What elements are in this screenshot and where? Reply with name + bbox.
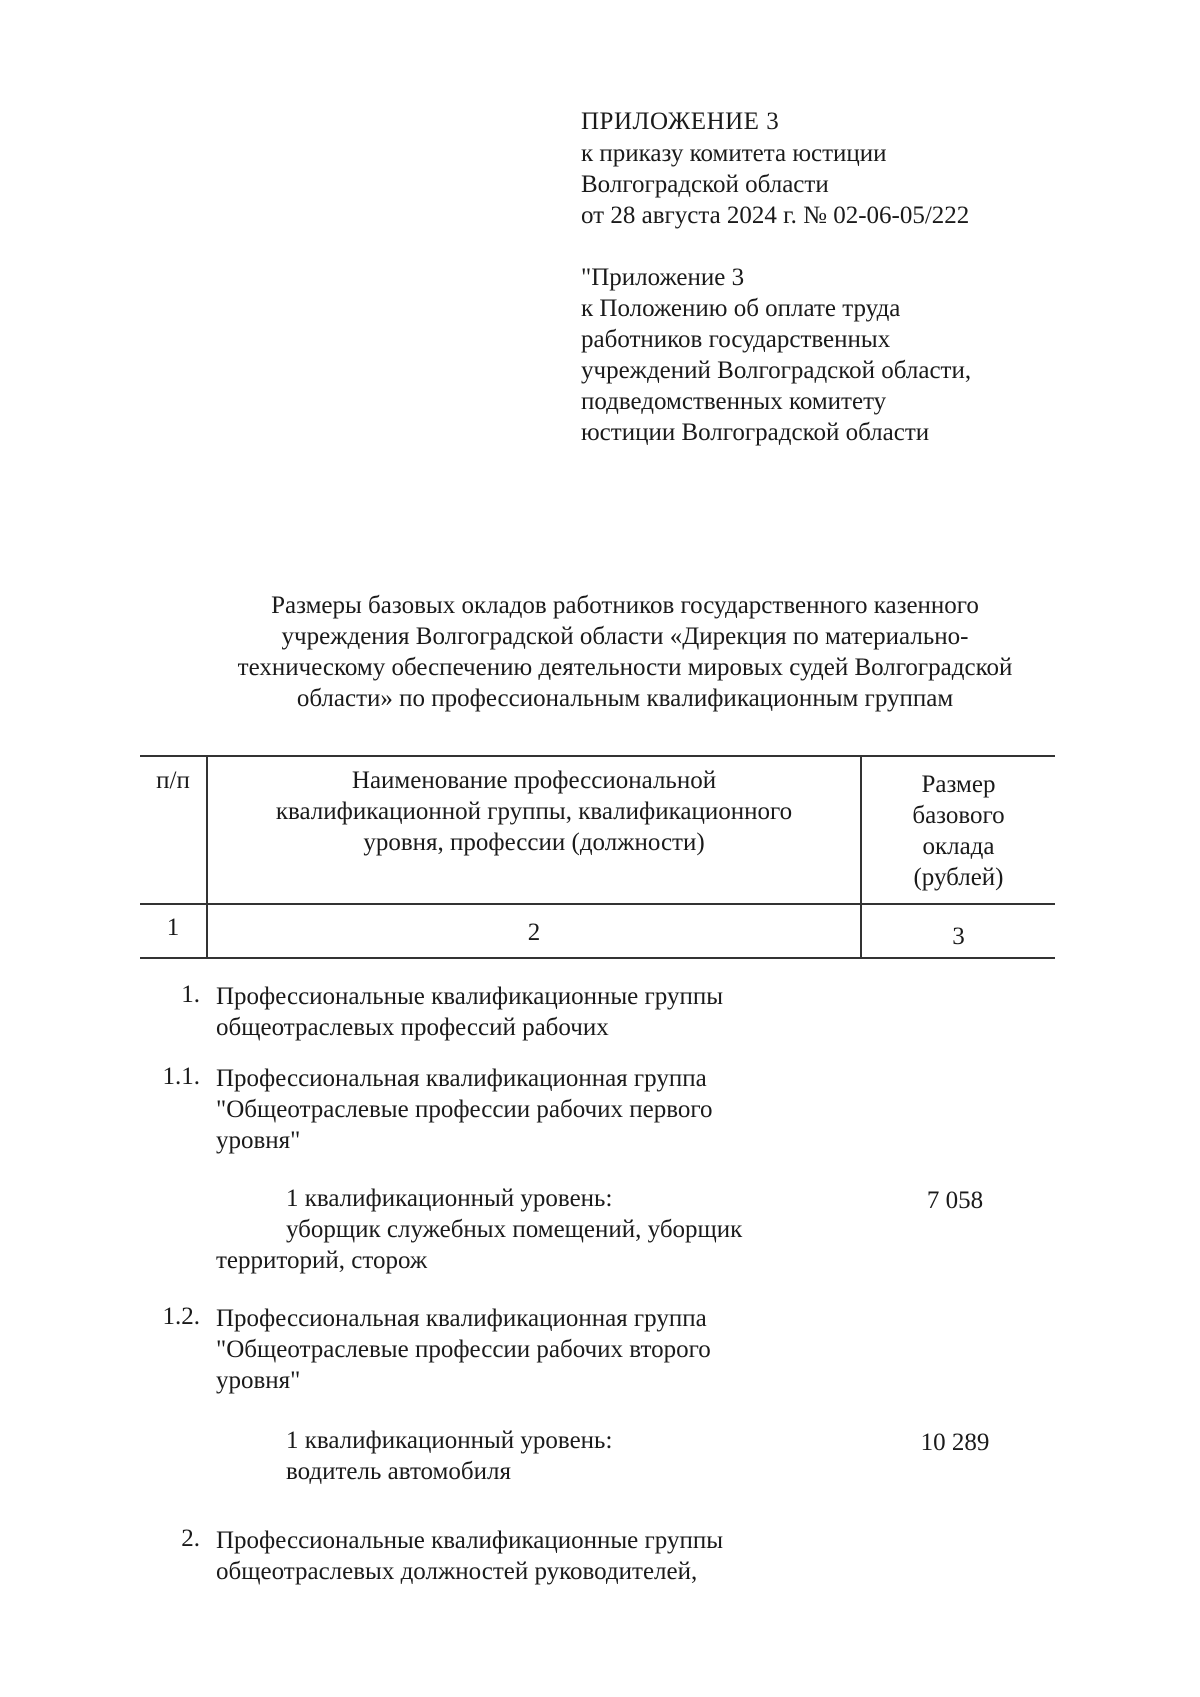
header-bottom-border: [140, 903, 1055, 905]
row-line: уборщик служебных помещений, уборщик: [286, 1216, 743, 1243]
title-line: техническому обеспечению деятельности мировых судей Волгоградской: [237, 654, 1013, 681]
row-line: Профессиональная квалификационная группа: [216, 1065, 707, 1092]
row-text: [216, 1425, 816, 1487]
col-header-line: Наименование профессиональной: [351, 767, 717, 794]
col-header-line: уровня, профессии (должности): [363, 829, 705, 856]
row-line: общеотраслевых профессий рабочих: [216, 1014, 609, 1041]
appendix-title: ПРИЛОЖЕНИЕ 3: [581, 108, 780, 135]
row-line: 1 квалификационный уровень:: [286, 1185, 613, 1212]
row-line: уровня": [216, 1127, 301, 1154]
row-number: 1.1.: [162, 1063, 200, 1090]
col-header-line: Размер: [921, 771, 996, 798]
row-text: [216, 1183, 816, 1276]
col-number-2: 2: [527, 919, 541, 946]
quote-line: работников государственных: [581, 326, 891, 353]
col-header-line: (рублей): [913, 864, 1004, 891]
row-number: 1.: [181, 981, 200, 1008]
header-line: Волгоградской области: [581, 171, 829, 198]
quote-line: юстиции Волгоградской области: [581, 419, 930, 446]
title-line: области» по профессиональным квалификационным группам: [296, 685, 954, 712]
header-line: от 28 августа 2024 г. № 02-06-05/222: [581, 202, 970, 229]
number-row-border: [140, 957, 1055, 959]
title-line: учреждения Волгоградской области «Дирекция по материально-: [281, 623, 969, 650]
row-number: 2.: [181, 1525, 200, 1552]
col-header-salary: [862, 769, 1055, 893]
salary-value: 7 058: [926, 1187, 984, 1214]
appendix-header: [581, 106, 1141, 448]
col-number-3: 3: [952, 923, 965, 950]
row-line: уровня": [216, 1367, 301, 1394]
row-line: "Общеотраслевые профессии рабочих первого: [216, 1096, 713, 1123]
row-line: Профессиональные квалификационные группы: [216, 983, 724, 1010]
quote-line: подведомственных комитету: [581, 388, 887, 415]
row-line: 1 квалификационный уровень:: [286, 1427, 613, 1454]
row-number: 1.2.: [162, 1303, 200, 1330]
col-header-line: базового: [912, 802, 1005, 829]
row-text: [216, 981, 816, 1043]
col-header-line: оклада: [922, 833, 995, 860]
document-title: [160, 590, 1090, 714]
row-text: [216, 1063, 816, 1156]
salary-value: 10 289: [920, 1429, 990, 1456]
row-line: территорий, сторож: [216, 1247, 428, 1274]
table-top-border: [140, 755, 1055, 757]
salary-table: [140, 755, 1055, 1675]
col-number-1: 1: [166, 914, 180, 941]
row-line: Профессиональные квалификационные группы: [216, 1527, 724, 1554]
col-header-line: квалификационной группы, квалификационного: [275, 798, 793, 825]
row-line: водитель автомобиля: [286, 1458, 511, 1485]
quote-line: учреждений Волгоградской области,: [581, 357, 972, 384]
row-text: [216, 1303, 816, 1396]
quote-line: к Положению об оплате труда: [581, 295, 901, 322]
row-line: общеотраслевых должностей руководителей,: [216, 1558, 698, 1585]
col-header-name: [208, 765, 860, 858]
col-header-num: п/п: [156, 767, 190, 794]
header-line: к приказу комитета юстиции: [581, 140, 887, 167]
row-text: [216, 1525, 816, 1587]
title-line: Размеры базовых окладов работников государственного казенного: [271, 592, 979, 619]
row-line: Профессиональная квалификационная группа: [216, 1305, 707, 1332]
quote-line: "Приложение 3: [581, 264, 745, 291]
row-line: "Общеотраслевые профессии рабочих второго: [216, 1336, 711, 1363]
